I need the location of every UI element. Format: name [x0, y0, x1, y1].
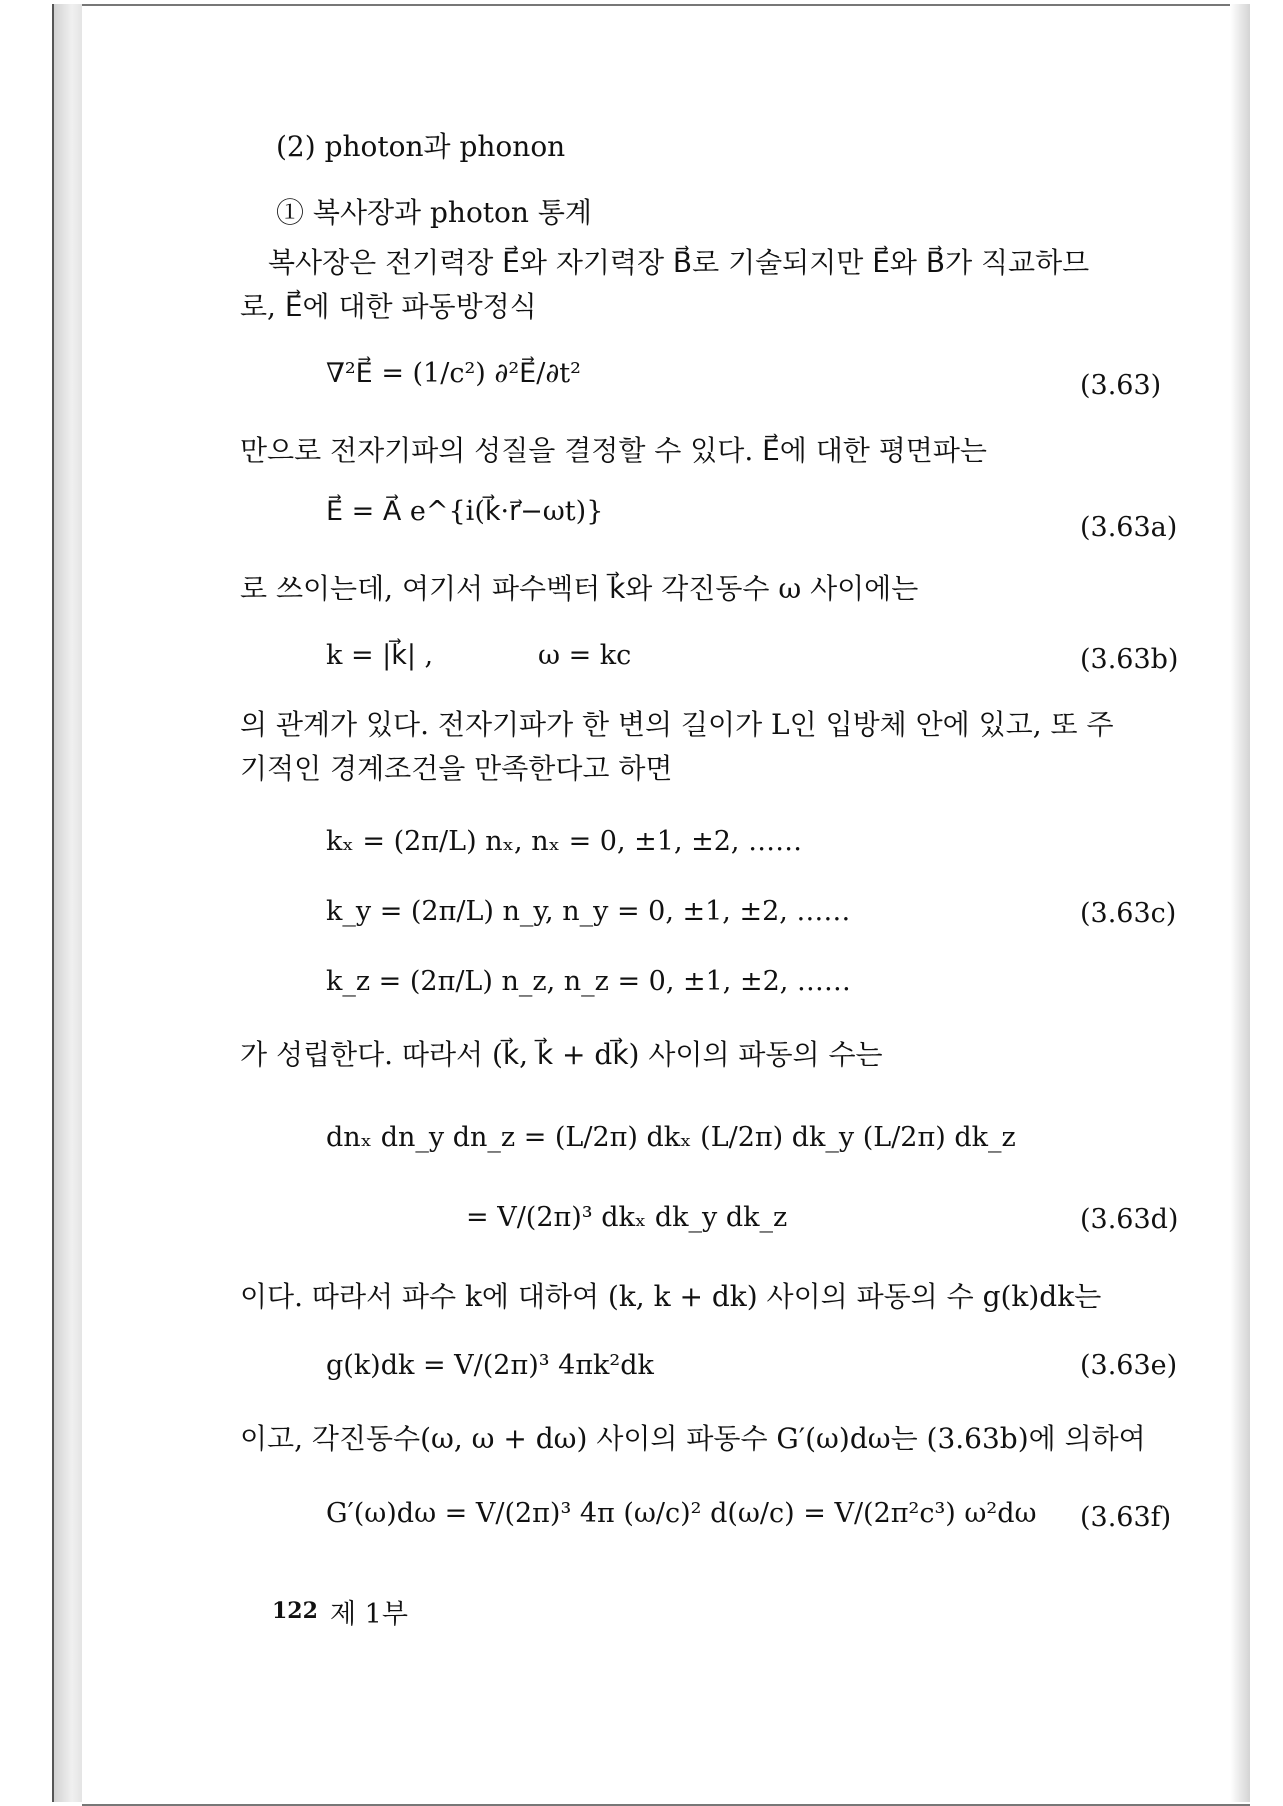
equation-3-63c-y: k_y = (2π/L) n_y, n_y = 0, ±1, ±2, ……: [326, 896, 851, 927]
equation-number: (3.63b): [1080, 644, 1179, 675]
equation-3-63a: E⃗ = A⃗ e^{i(k⃗·r⃗−ωt)}: [326, 496, 604, 527]
part-label: 제 1부: [330, 1599, 408, 1630]
equation-number: (3.63f): [1080, 1502, 1172, 1533]
equation-3-63: ∇²E⃗ = (1/c²) ∂²E⃗/∂t²: [326, 358, 581, 389]
paragraph-line: 기적인 경계조건을 만족한다고 하면: [240, 752, 673, 785]
subsection-heading: ① 복사장과 photon 통계: [276, 196, 592, 229]
equation-3-63f: G′(ω)dω = V/(2π)³ 4π (ω/c)² d(ω/c) = V/(2π²c³) ω²dω: [326, 1498, 1037, 1529]
paragraph-line: 의 관계가 있다. 전자기파가 한 변의 길이가 L인 입방체 안에 있고, 또 주: [240, 708, 1114, 741]
equation-number: (3.63): [1080, 370, 1162, 401]
equation-3-63b-omega: ω = kc: [538, 640, 632, 671]
paragraph-line: 복사장은 전기력장 E⃗와 자기력장 B⃗로 기술되지만 E⃗와 B⃗가 직교하므: [268, 246, 1090, 279]
equation-3-63c-x: kₓ = (2π/L) nₓ, nₓ = 0, ±1, ±2, ……: [326, 826, 803, 857]
equation-3-63c-z: k_z = (2π/L) n_z, n_z = 0, ±1, ±2, ……: [326, 966, 851, 997]
equation-number: (3.63e): [1080, 1350, 1178, 1381]
paragraph-line: 이다. 따라서 파수 k에 대하여 (k, k + dk) 사이의 파동의 수 g(k)dk는: [240, 1280, 1102, 1313]
paragraph-line: 로, E⃗에 대한 파동방정식: [240, 290, 537, 323]
equation-3-63b-k: k = |k⃗| ,: [326, 640, 434, 671]
paragraph-line: 가 성립한다. 따라서 (k⃗, k⃗ + dk⃗) 사이의 파동의 수는: [240, 1038, 883, 1071]
paragraph-line: 로 쓰이는데, 여기서 파수벡터 k⃗와 각진동수 ω 사이에는: [240, 572, 919, 605]
page-edge-shadow: [1230, 4, 1250, 1802]
equation-number: (3.63a): [1080, 512, 1178, 543]
book-spine: [52, 4, 84, 1802]
equation-number: (3.63c): [1080, 898, 1177, 929]
section-heading: (2) photon과 phonon: [276, 130, 566, 163]
page-number: 122: [272, 1598, 318, 1624]
equation-3-63e: g(k)dk = V/(2π)³ 4πk²dk: [326, 1350, 654, 1381]
equation-3-63d-line1: dnₓ dn_y dn_z = (L/2π) dkₓ (L/2π) dk_y (L/2π) dk_z: [326, 1122, 1016, 1153]
paragraph-line: 만으로 전자기파의 성질을 결정할 수 있다. E⃗에 대한 평면파는: [240, 434, 987, 467]
equation-3-63d-line2: = V/(2π)³ dkₓ dk_y dk_z: [466, 1202, 788, 1233]
paragraph-line: 이고, 각진동수(ω, ω + dω) 사이의 파동수 G′(ω)dω는 (3.63b)에 의하여: [240, 1422, 1146, 1455]
equation-number: (3.63d): [1080, 1204, 1179, 1235]
